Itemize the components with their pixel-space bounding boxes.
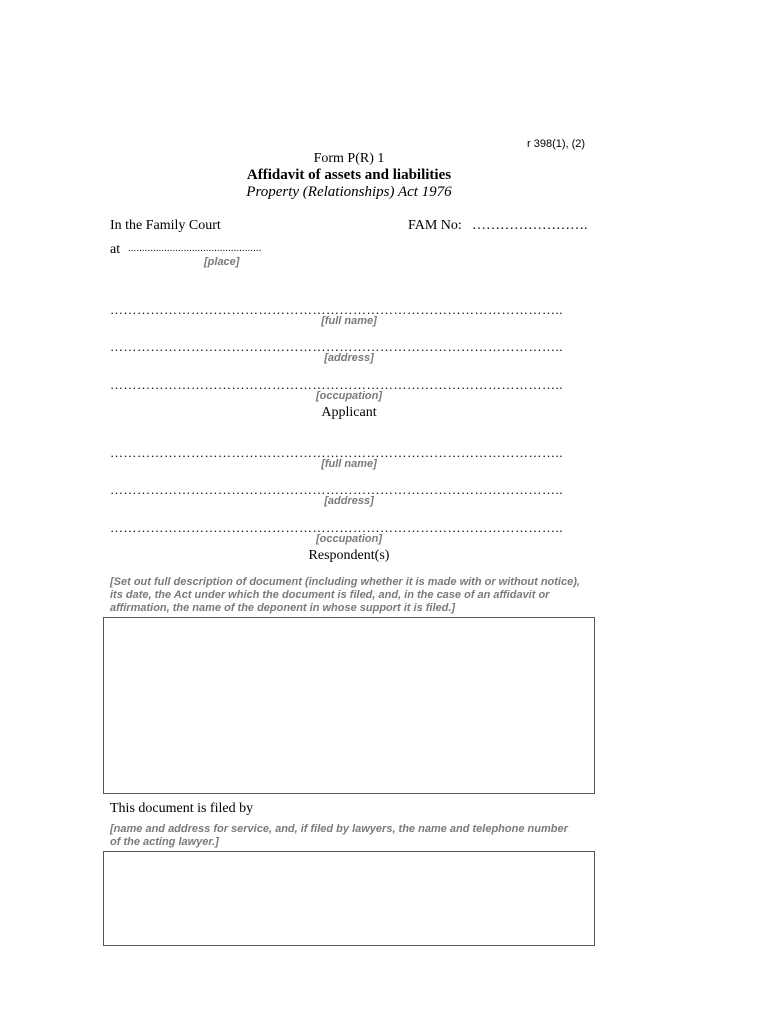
filed-by-box[interactable] xyxy=(103,851,595,946)
applicant-address-hint: [address] xyxy=(324,352,374,364)
applicant-occupation-hint: [occupation] xyxy=(316,390,382,402)
respondent-full-name-hint: [full name] xyxy=(321,458,377,470)
applicant-full-name-hint: [full name] xyxy=(321,315,377,327)
form-number: Form P(R) 1 xyxy=(313,151,385,166)
applicant-role-label: Applicant xyxy=(321,405,377,420)
respondent-occupation-hint: [occupation] xyxy=(316,533,382,545)
at-label: at xyxy=(110,242,121,257)
respondent-occupation-field[interactable]: ……………………………………………………………………………………….. xyxy=(110,520,563,535)
applicant-full-name-field[interactable]: ……………………………………………………………………………………….. xyxy=(110,302,563,317)
respondent-full-name-field[interactable]: ……………………………………………………………………………………….. xyxy=(110,445,563,460)
respondent-address-field[interactable]: ……………………………………………………………………………………….. xyxy=(110,482,563,497)
applicant-occupation-field[interactable]: ……………………………………………………………………………………….. xyxy=(110,377,563,392)
place-hint: [place] xyxy=(204,256,240,268)
description-instruction: [Set out full description of document (including whether it is made with or without notice), its date, the Act under which the document is filed, and, in the case of an affidavit or affirmation, the name of the deponent in whose support it is filed.] xyxy=(110,576,580,614)
description-box[interactable] xyxy=(103,617,595,794)
place-field[interactable]: ................................................ xyxy=(128,243,262,254)
document-subtitle: Property (Relationships) Act 1976 xyxy=(246,184,452,200)
respondent-address-hint: [address] xyxy=(324,495,374,507)
filed-by-instruction: [name and address for service, and, if filed by lawyers, the name and telephone number of the acting lawyer.] xyxy=(110,823,568,848)
respondent-role-label: Respondent(s) xyxy=(308,548,390,563)
rule-reference: r 398(1), (2) xyxy=(527,138,586,150)
applicant-address-field[interactable]: ……………………………………………………………………………………….. xyxy=(110,339,563,354)
fam-number-field[interactable]: ……………………. xyxy=(472,218,588,233)
filed-by-label: This document is filed by xyxy=(110,801,254,816)
fam-number-label: FAM No: xyxy=(408,218,462,233)
court-label: In the Family Court xyxy=(110,218,221,233)
document-title: Affidavit of assets and liabilities xyxy=(246,167,452,183)
